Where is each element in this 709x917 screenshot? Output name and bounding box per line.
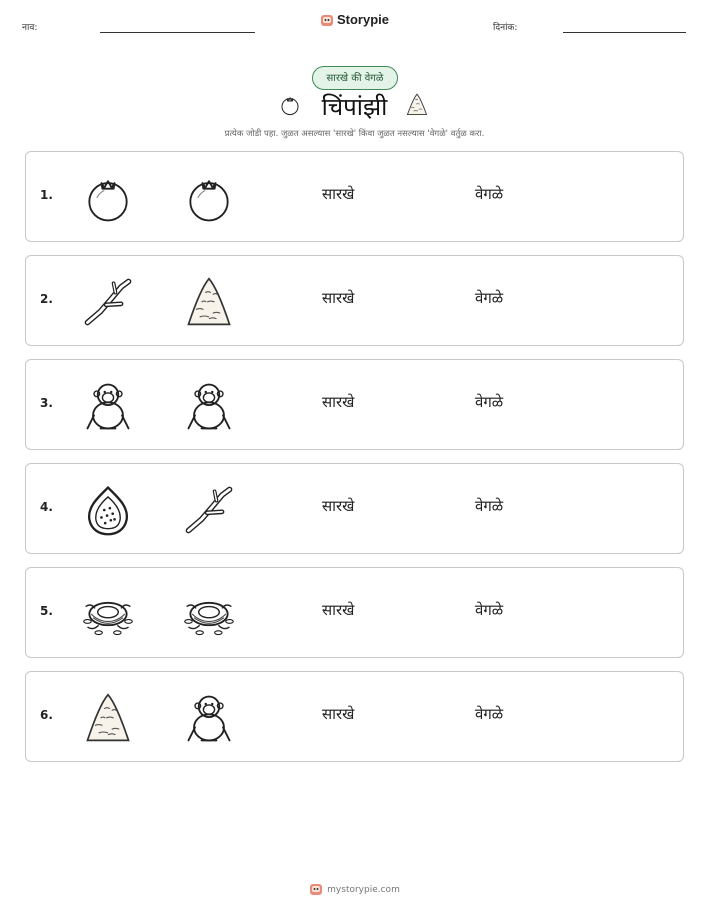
question-number: 6. — [40, 708, 53, 722]
chimpanzee-icon — [181, 690, 237, 746]
page-title: चिंपांझी — [321, 93, 388, 121]
different-option[interactable]: वेगळे — [475, 289, 504, 307]
date-label: दिनांक: — [493, 23, 518, 33]
pomegranate-icon — [181, 170, 237, 226]
date-line[interactable] — [563, 32, 686, 33]
question-card — [25, 671, 684, 762]
name-line[interactable] — [100, 32, 255, 33]
stick-icon — [80, 274, 136, 330]
question-card — [25, 359, 684, 450]
question-number: 1. — [40, 188, 53, 202]
termite-mound-icon — [181, 274, 237, 330]
question-number: 3. — [40, 396, 53, 410]
question-card — [25, 255, 684, 346]
chimpanzee-icon — [181, 378, 237, 434]
fig-icon — [80, 482, 136, 538]
pomegranate-icon — [80, 170, 136, 226]
topic-badge: सारखे की वेगळे — [312, 66, 398, 90]
chimpanzee-icon — [80, 378, 136, 434]
termite-mound-icon — [80, 690, 136, 746]
storypie-logo-icon — [320, 13, 334, 30]
brand-logo — [0, 12, 709, 30]
storypie-logo-icon — [309, 882, 323, 899]
nest-icon — [181, 586, 237, 642]
stick-icon — [181, 482, 237, 538]
question-number: 2. — [40, 292, 53, 306]
different-option[interactable]: वेगळे — [475, 705, 504, 723]
question-card — [25, 567, 684, 658]
nest-icon — [80, 586, 136, 642]
same-option[interactable]: सारखे — [322, 289, 355, 307]
question-card — [25, 151, 684, 242]
instructions: प्रत्येक जोडी पहा. जुळत असल्यास 'सारखे' किंवा जुळत नसल्यास 'वेगळे' वर्तुळ करा. — [224, 129, 485, 139]
different-option[interactable]: वेगळे — [475, 185, 504, 203]
different-option[interactable]: वेगळे — [475, 393, 504, 411]
termite-mound-icon — [404, 90, 430, 124]
same-option[interactable]: सारखे — [322, 705, 355, 723]
name-label: नाव: — [22, 23, 38, 33]
different-option[interactable]: वेगळे — [475, 497, 504, 515]
question-number: 4. — [40, 500, 53, 514]
footer-site[interactable]: mystorypie.com — [327, 885, 400, 895]
footer — [0, 882, 709, 899]
different-option[interactable]: वेगळे — [475, 601, 504, 619]
same-option[interactable]: सारखे — [322, 393, 355, 411]
same-option[interactable]: सारखे — [322, 497, 355, 515]
same-option[interactable]: सारखे — [322, 601, 355, 619]
same-option[interactable]: सारखे — [322, 185, 355, 203]
brand-name: Storypie — [336, 12, 389, 27]
question-number: 5. — [40, 604, 53, 618]
question-card — [25, 463, 684, 554]
